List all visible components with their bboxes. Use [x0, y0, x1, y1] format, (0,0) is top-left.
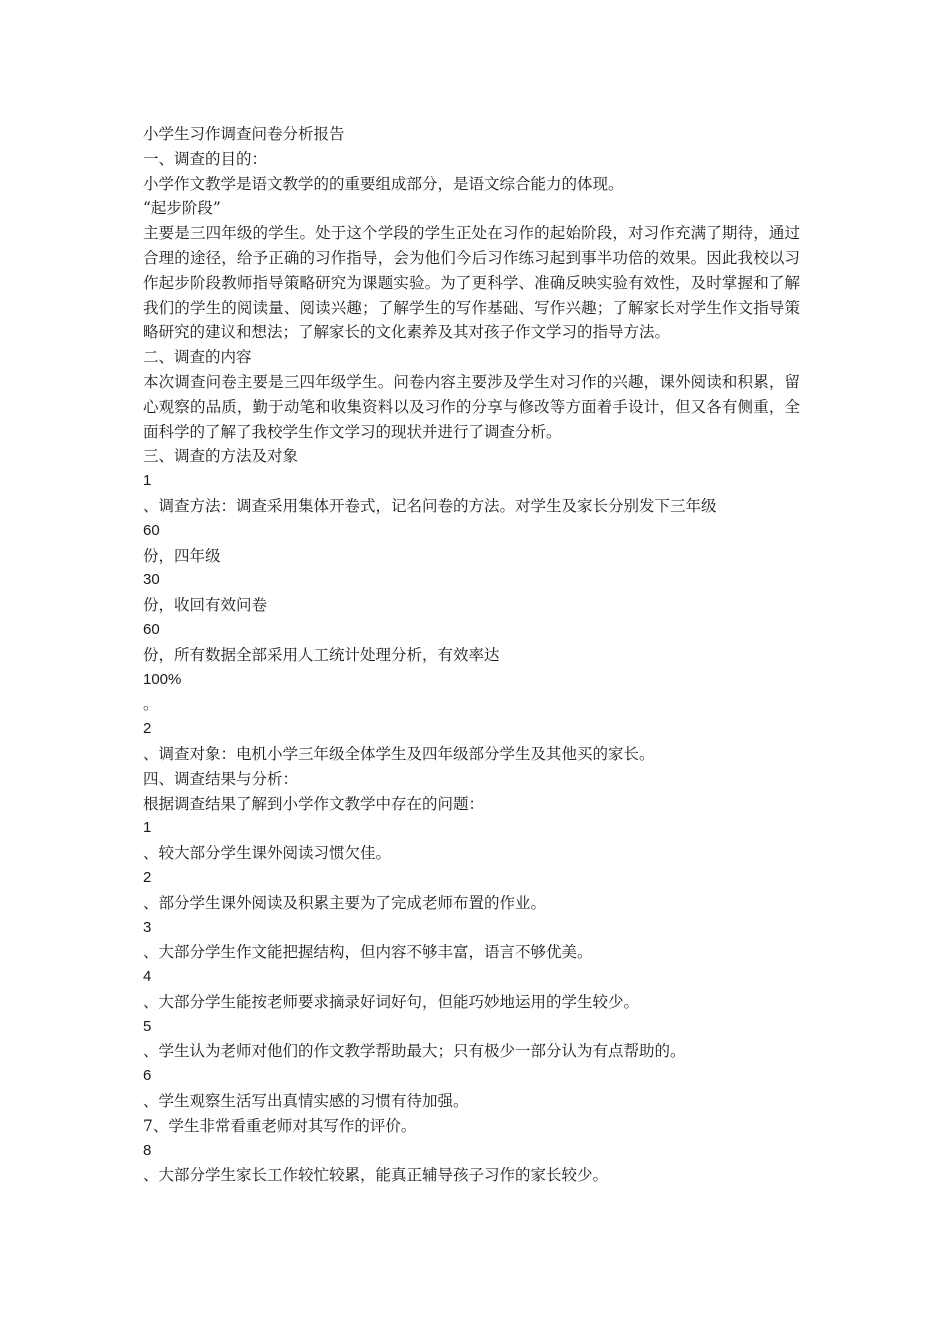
paragraph: 主要是三四年级的学生。处于这个学段的学生正处在习作的起始阶段，对习作充满了期待，通过合理的途径，给予正确的习作指导，会为他们今后习作练习起到事半功倍的效果。因此我校以习作起步阶段教师指导策略研究为课题实验。为了更科学、准确反映实验有效性，及时掌握和了解我们的学生的阅读量、阅读兴趣；了解学生的写作基础、写作兴趣；了解家长对学生作文指导策略研究的建议和想法；了解家长的文化素养及其对孩子作文学习的指导方法。: [143, 224, 800, 342]
list-number: 1: [143, 472, 152, 490]
list-number: 2: [143, 720, 152, 738]
section-heading-results: 四、调查结果与分析：: [143, 769, 299, 788]
list-text: 、大部分学生家长工作较忙较累，能真正辅导孩子习作的家长较少。: [143, 1166, 609, 1185]
list-number: 1: [143, 819, 152, 837]
quote-line: “起步阶段”: [143, 199, 221, 218]
number-fragment: 60: [143, 620, 160, 638]
section-heading-content: 二、调查的内容: [143, 348, 252, 367]
section-heading-method: 三、调查的方法及对象: [143, 447, 299, 466]
list-number: 8: [143, 1141, 152, 1159]
paragraph: 本次调查问卷主要是三四年级学生。问卷内容主要涉及学生对习作的兴趣，课外阅读和积累，留心观察的品质，勤于动笔和收集资料以及习作的分享与修改等方面着手设计，但又各有侧重，全面科学的了解了我校学生作文学习的现状并进行了调查分析。: [143, 372, 800, 441]
document-title: 小学生习作调查问卷分析报告: [143, 125, 345, 143]
list-text: 、大部分学生作文能把握结构，但内容不够丰富，语言不够优美。: [143, 943, 593, 962]
list-number: 6: [143, 1067, 152, 1085]
text-fragment: 。: [143, 695, 159, 714]
list-text: 、大部分学生能按老师要求摘录好词好句，但能巧妙地运用的学生较少。: [143, 992, 640, 1011]
list-number: 5: [143, 1017, 152, 1035]
list-text: 7、学生非常看重老师对其写作的评价。: [143, 1116, 417, 1135]
list-text: 、调查对象：电机小学三年级全体学生及四年级部分学生及其他买的家长。: [143, 744, 655, 763]
section-heading-purpose: 一、调查的目的：: [143, 149, 268, 168]
paragraph: 根据调查结果了解到小学作文教学中存在的问题：: [143, 794, 485, 813]
text-fragment: 份，收回有效问卷: [143, 596, 268, 615]
text-fragment: 份，所有数据全部采用人工统计处理分析，有效率达: [143, 645, 500, 664]
number-fragment: 60: [143, 521, 160, 539]
list-text: 、调查方法：调查采用集体开卷式，记名问卷的方法。对学生及家长分别发下三年级: [143, 496, 717, 515]
list-text: 、部分学生课外阅读及积累主要为了完成老师布置的作业。: [143, 893, 547, 912]
list-text: 、学生认为老师对他们的作文教学帮助最大；只有极少一部分认为有点帮助的。: [143, 1042, 686, 1061]
list-text: 、较大部分学生课外阅读习惯欠佳。: [143, 844, 392, 863]
number-fragment: 100%: [143, 670, 182, 688]
list-number: 2: [143, 868, 152, 886]
list-number: 3: [143, 918, 152, 936]
list-text: 、学生观察生活写出真情实感的习惯有待加强。: [143, 1092, 469, 1111]
paragraph: 小学作文教学是语文教学的的重要组成部分，是语文综合能力的体现。: [143, 174, 624, 193]
list-number: 4: [143, 968, 152, 986]
number-fragment: 30: [143, 571, 160, 589]
text-fragment: 份，四年级: [143, 546, 221, 565]
